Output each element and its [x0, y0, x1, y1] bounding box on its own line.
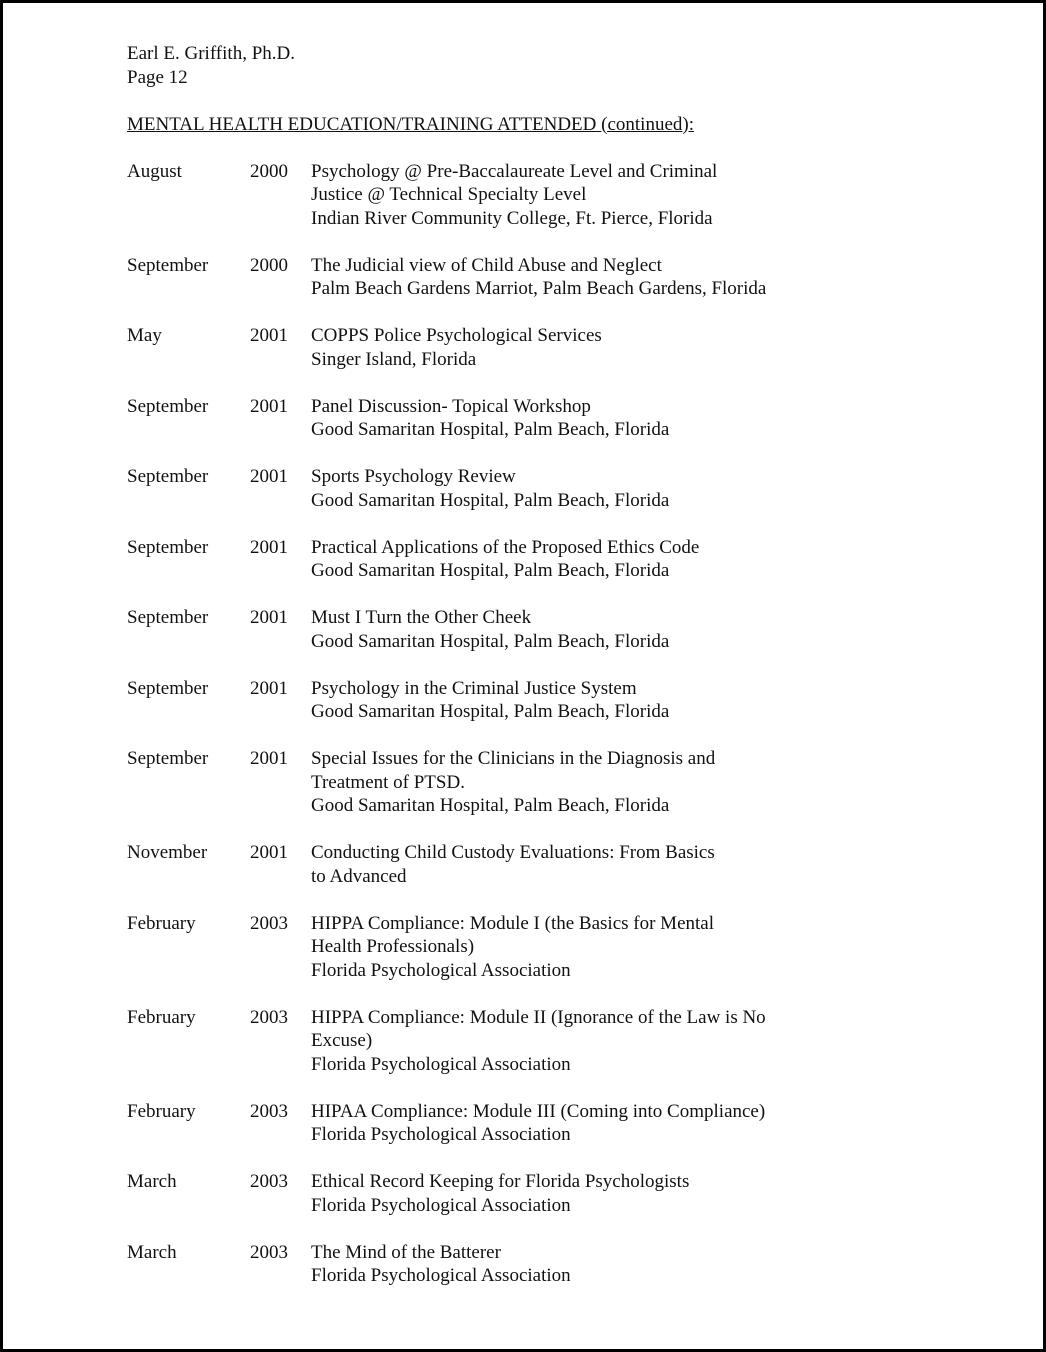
entry-description-line: Singer Island, Florida [311, 348, 477, 370]
entry-year: 2003 [250, 1100, 288, 1122]
training-entry [127, 254, 827, 301]
entry-year: 2000 [250, 254, 288, 276]
entry-month: September [127, 677, 209, 699]
training-entry [127, 395, 827, 442]
page-content [127, 42, 827, 1311]
entry-month: May [127, 325, 162, 346]
entry-description-line: Conducting Child Custody Evaluations: From Basics [311, 842, 715, 863]
entry-description-line: Good Samaritan Hospital, Palm Beach, Florida [311, 630, 670, 652]
entry-year: 2003 [250, 1241, 288, 1263]
entry-description-line: Florida Psychological Association [311, 1265, 571, 1286]
training-entry [127, 747, 827, 818]
entry-year: 2003 [250, 1171, 288, 1192]
training-entry [127, 536, 827, 583]
training-entry [127, 1170, 827, 1217]
training-entry [127, 160, 827, 231]
entry-description-line: Palm Beach Gardens Marriot, Palm Beach Gardens, Florida [311, 278, 767, 299]
entry-year: 2003 [250, 1006, 288, 1028]
entry-description-line: HIPPA Compliance: Module I (the Basics for Mental [311, 912, 714, 934]
entry-description-line: Excuse) [311, 1030, 373, 1051]
entry-month: August [127, 160, 182, 182]
entry-description [311, 1241, 827, 1288]
entry-description-line: to Advanced [311, 865, 407, 887]
entry-month: September [127, 466, 209, 487]
training-entry [127, 1100, 827, 1147]
training-entry [127, 677, 827, 724]
entry-year: 2001 [250, 677, 288, 699]
entry-description [311, 747, 827, 818]
entry-year: 2001 [250, 325, 288, 346]
entry-month: February [127, 1006, 196, 1028]
entry-month: February [127, 912, 196, 934]
entry-month: November [127, 842, 208, 863]
entry-description-line: Good Samaritan Hospital, Palm Beach, Florida [311, 489, 670, 511]
entry-description [311, 1100, 827, 1147]
training-entry [127, 912, 827, 983]
entry-year: 2003 [250, 912, 288, 934]
entry-month: September [127, 748, 209, 769]
entry-description [311, 465, 827, 512]
entry-year: 2001 [250, 536, 288, 558]
entry-description-line: Treatment of PTSD. [311, 771, 465, 793]
entry-description-line: Ethical Record Keeping for Florida Psychologists [311, 1171, 690, 1192]
entry-description-line: Florida Psychological Association [311, 959, 571, 981]
training-entry [127, 465, 827, 512]
entry-description-line: Psychology in the Criminal Justice System [311, 677, 637, 699]
entry-month: September [127, 395, 209, 417]
entry-month: September [127, 607, 209, 628]
entry-description-line: Panel Discussion- Topical Workshop [311, 395, 591, 417]
entry-description-line: Psychology @ Pre-Baccalaureate Level and Criminal [311, 160, 718, 182]
entry-month: September [127, 254, 209, 276]
training-list [127, 160, 827, 1288]
entry-description-line: Good Samaritan Hospital, Palm Beach, Florida [311, 419, 670, 440]
training-entry [127, 1241, 827, 1288]
entry-description-line: Sports Psychology Review [311, 466, 516, 487]
training-entry [127, 324, 827, 371]
entry-description-line: Indian River Community College, Ft. Pierce, Florida [311, 207, 713, 229]
entry-description-line: HIPAA Compliance: Module III (Coming into Compliance) [311, 1100, 766, 1122]
entry-description-line: Florida Psychological Association [311, 1053, 571, 1075]
entry-description-line: Justice @ Technical Specialty Level [311, 184, 587, 205]
entry-description-line: Florida Psychological Association [311, 1124, 571, 1145]
entry-description [311, 841, 827, 888]
entry-description-line: The Mind of the Batterer [311, 1241, 501, 1263]
training-entry [127, 606, 827, 653]
entry-description [311, 395, 827, 442]
entry-year: 2001 [250, 395, 288, 417]
entry-description [311, 536, 827, 583]
training-entry [127, 841, 827, 888]
entry-description-line: The Judicial view of Child Abuse and Neglect [311, 254, 662, 276]
entry-year: 2000 [250, 160, 288, 182]
entry-description [311, 254, 827, 301]
entry-month: March [127, 1171, 177, 1192]
entry-description-line: Good Samaritan Hospital, Palm Beach, Florida [311, 701, 670, 722]
entry-month: February [127, 1100, 196, 1122]
entry-year: 2001 [250, 607, 288, 628]
entry-description [311, 1170, 827, 1217]
entry-month: September [127, 536, 209, 558]
entry-description [311, 677, 827, 724]
page-number: Page 12 [127, 66, 188, 88]
training-entry [127, 1006, 827, 1077]
entry-year: 2001 [250, 842, 288, 863]
entry-description [311, 606, 827, 653]
entry-description-line: HIPPA Compliance: Module II (Ignorance of the Law is No [311, 1006, 766, 1028]
entry-year: 2001 [250, 748, 288, 769]
entry-description-line: Practical Applications of the Proposed Ethics Code [311, 536, 700, 558]
entry-description [311, 160, 827, 231]
entry-description [311, 912, 827, 983]
entry-year: 2001 [250, 466, 288, 487]
entry-month: March [127, 1241, 177, 1263]
author-name: Earl E. Griffith, Ph.D. [127, 43, 295, 64]
entry-description-line: Good Samaritan Hospital, Palm Beach, Florida [311, 795, 670, 816]
entry-description-line: Good Samaritan Hospital, Palm Beach, Florida [311, 560, 670, 581]
entry-description [311, 324, 827, 371]
entry-description-line: COPPS Police Psychological Services [311, 325, 602, 346]
entry-description [311, 1006, 827, 1077]
entry-description-line: Special Issues for the Clinicians in the Diagnosis and [311, 748, 716, 769]
entry-description-line: Health Professionals) [311, 936, 475, 957]
section-heading: MENTAL HEALTH EDUCATION/TRAINING ATTENDED (continued): [127, 113, 694, 135]
entry-description-line: Must I Turn the Other Cheek [311, 607, 532, 628]
entry-description-line: Florida Psychological Association [311, 1194, 571, 1216]
